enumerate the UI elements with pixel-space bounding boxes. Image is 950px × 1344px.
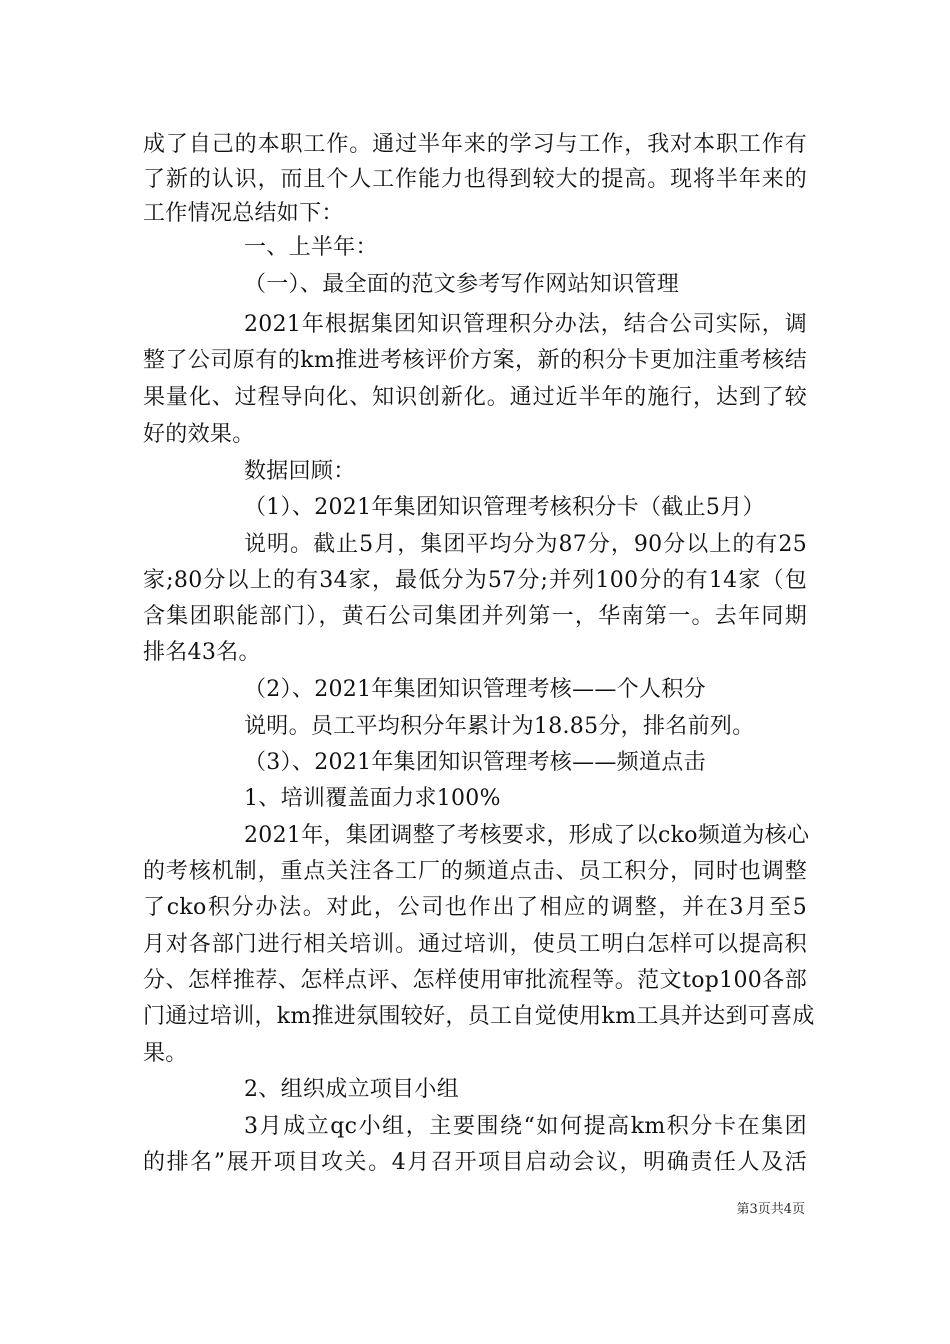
text-line: 工作情况总结如下： (143, 201, 344, 226)
subsection-heading: （3）、2021年集团知识管理考核——频道点击 (244, 750, 706, 775)
text-line: 说明。员工平均积分年累计为18.85分，排名前列。 (244, 714, 755, 739)
text-line: 的排名”展开项目攻关。4月召开项目启动会议，明确责任人及活 (143, 1150, 807, 1175)
text-line: 整了公司原有的km推进考核评价方案，新的积分卡更加注重考核结 (143, 348, 807, 373)
text-line: 3月成立qc小组，主要围绕“如何提高km积分卡在集团 (244, 1114, 807, 1139)
text-line: 果量化、过程导向化、知识创新化。通过近半年的施行，达到了较 (143, 385, 807, 410)
subsection-heading: （2）、2021年集团知识管理考核——个人积分 (244, 677, 706, 702)
subsection-heading: 2、组织成立项目小组 (244, 1077, 459, 1102)
text-line: 门通过培训，km推进氛围较好，员工自觉使用km工具并达到可喜成 (143, 1004, 815, 1029)
text-line: 含集团职能部门），黄石公司集团并列第一，华南第一。去年同期 (143, 604, 807, 629)
text-line: 月对各部门进行相关培训。通过培训，使员工明白怎样可以提高积 (143, 932, 807, 957)
text-line: 好的效果。 (143, 422, 255, 447)
text-line: 分、怎样推荐、怎样点评、怎样使用审批流程等。范文top100各部 (143, 968, 807, 993)
text-line: 了新的认识，而且个人工作能力也得到较大的提高。现将半年来的 (143, 167, 807, 192)
page-number: 第3页共4页 (736, 1202, 805, 1217)
text-line: 果。 (143, 1041, 188, 1066)
text-line: 的考核机制，重点关注各工厂的频道点击、员工积分，同时也调整 (143, 859, 807, 884)
text-line: 成了自己的本职工作。通过半年来的学习与工作，我对本职工作有 (143, 132, 807, 157)
text-line: 2021年，集团调整了考核要求，形成了以cko频道为核心 (244, 823, 810, 848)
subsection-heading: 1、培训覆盖面力求100% (244, 786, 501, 811)
text-line: 了cko积分办法。对此，公司也作出了相应的调整，并在3月至5 (143, 895, 807, 920)
text-line: 排名43名。 (143, 640, 261, 665)
text-line: 2021年根据集团知识管理积分办法，结合公司实际，调 (244, 312, 807, 337)
subsection-heading: （1）、2021年集团知识管理考核积分卡（截止5月） (244, 495, 765, 520)
section-heading: 一、上半年： (244, 235, 378, 260)
text-line: 家;80分以上的有34家，最低分为57分;并列100分的有14家（包 (143, 568, 807, 593)
subsection-heading: （一）、最全面的范文参考写作网站知识管理 (244, 272, 680, 297)
text-line: 数据回顾： (244, 459, 356, 484)
text-line: 说明。截止5月，集团平均分为87分，90分以上的有25 (244, 532, 807, 557)
